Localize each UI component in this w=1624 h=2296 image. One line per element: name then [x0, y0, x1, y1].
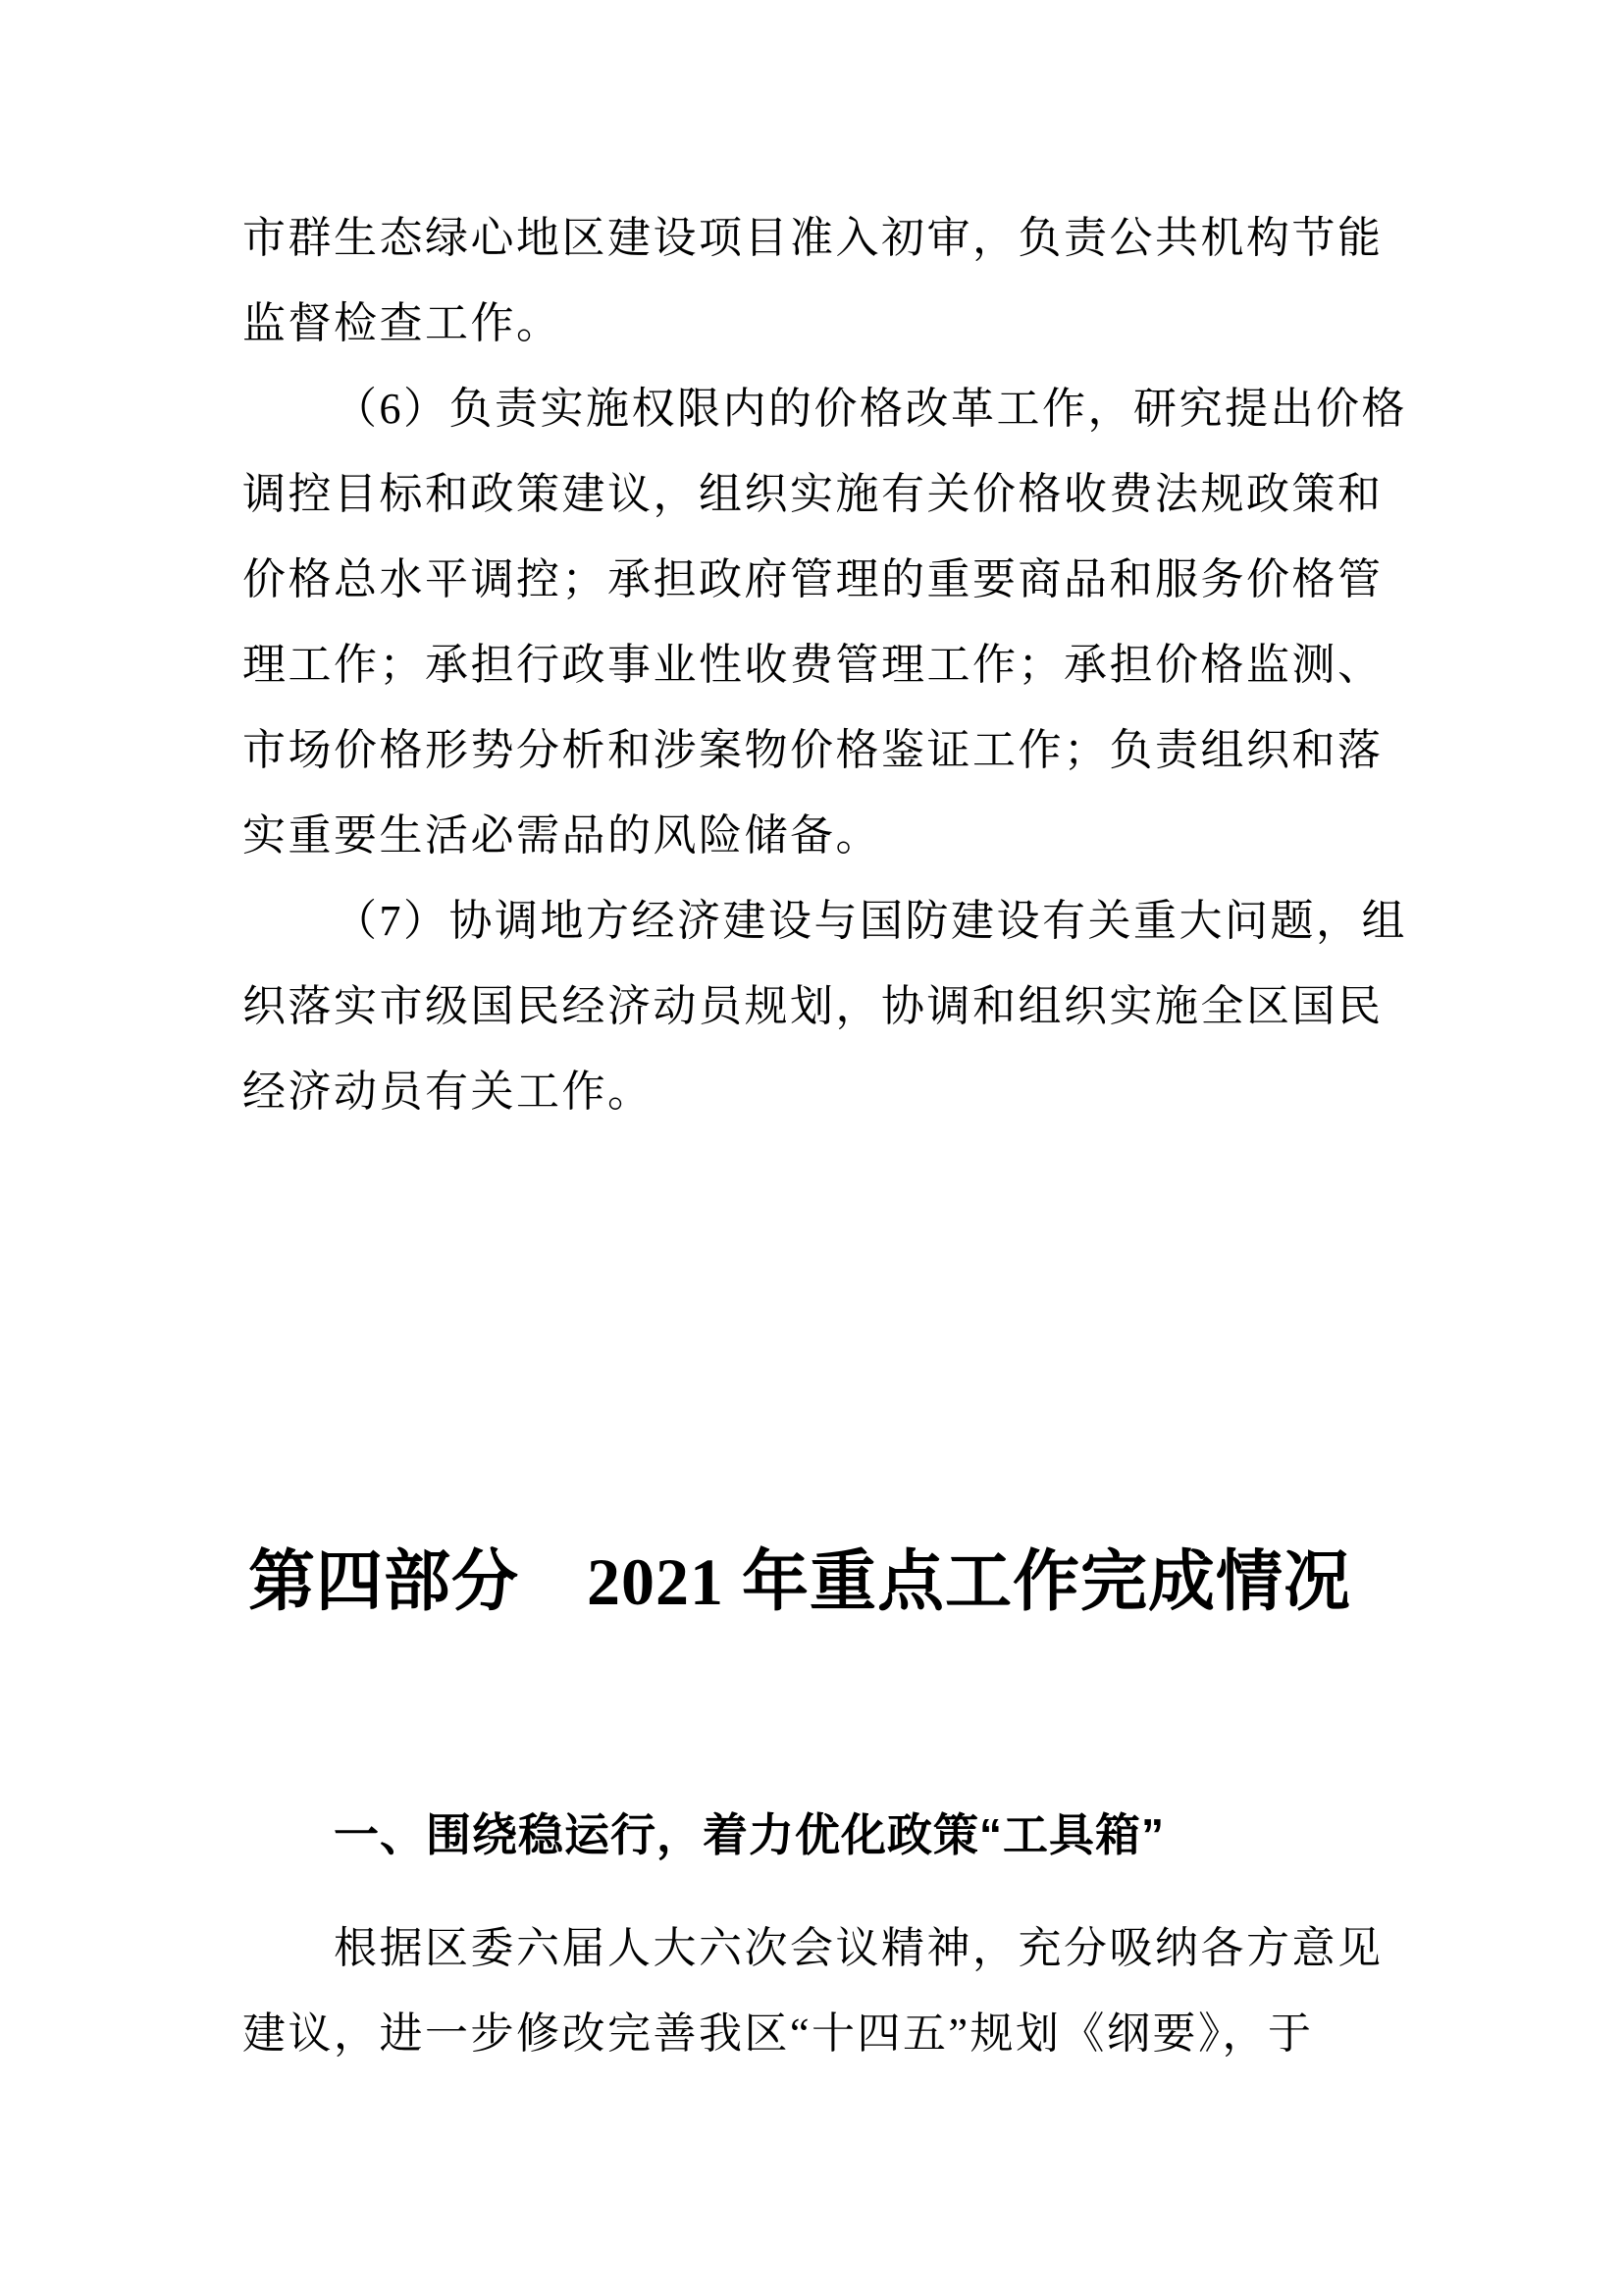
text-line: 价格总水平调控；承担政府管理的重要商品和服务价格管	[242, 555, 1384, 603]
document-content	[242, 195, 1407, 2076]
text-line: 实重要生活必需品的风险储备。	[242, 811, 881, 860]
text-line: 调控目标和政策建议，组织实施有关价格收费法规政策和	[242, 470, 1384, 518]
text-line: 织落实市级国民经济动员规划，协调和组织实施全区国民	[242, 982, 1384, 1030]
paragraph-overview	[242, 1905, 1384, 2076]
text-line: 监督检查工作。	[242, 299, 562, 347]
paragraph-item-7	[242, 878, 1407, 1134]
paragraph-item-6	[242, 366, 1407, 878]
sub-heading: 一、围绕稳运行，着力优化政策“工具箱”	[334, 1809, 1165, 1860]
paragraph-continuation	[242, 195, 1384, 366]
text-line: 根据区委六届人大六次会议精神，充分吸纳各方意见	[334, 1924, 1384, 1972]
text-line: （6）负责实施权限内的价格改革工作，研究提出价格	[334, 385, 1407, 433]
text-line: 理工作；承担行政事业性收费管理工作；承担价格监测、	[242, 641, 1384, 689]
text-line: 市场价格形势分析和涉案物价格鉴证工作；负责组织和落	[242, 726, 1384, 774]
section-heading: 第四部分 2021 年重点工作完成情况	[247, 1544, 1351, 1619]
text-line: 市群生态绿心地区建设项目准入初审，负责公共机构节能	[242, 214, 1384, 262]
text-line: 经济动员有关工作。	[242, 1068, 654, 1116]
text-line: （7）协调地方经济建设与国防建设有关重大问题，组	[334, 897, 1407, 945]
text-line: 建议，进一步修改完善我区“十四五”规划《纲要》，于	[242, 2009, 1314, 2058]
